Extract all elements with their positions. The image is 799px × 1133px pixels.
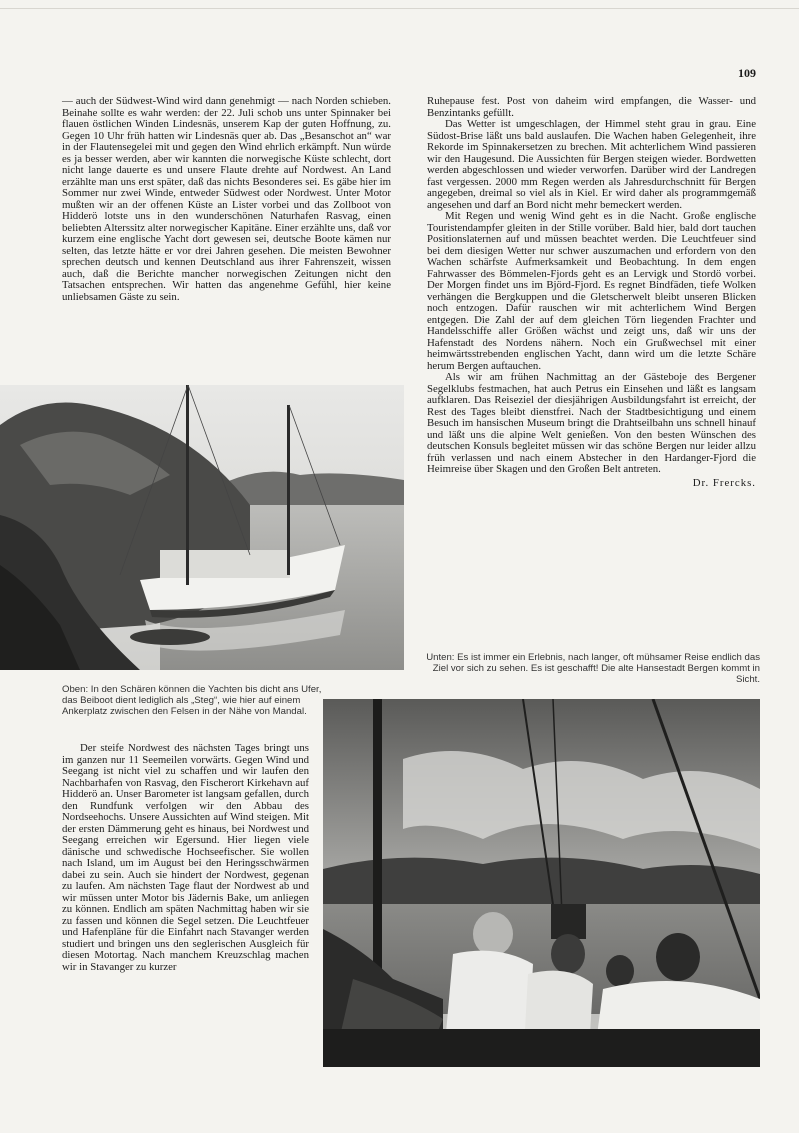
paragraph: Mit Regen und wenig Wind geht es in die Nacht. Große englische Touristendampfer gleiten in der Stille vorüber. Bald hier, bald dort tauchen Positionslaternen auf und müssen beachtet werden. Die Leuchtfeuer sind bei dem diesigen Wetter nur schwer auszumachen und erfordern von den Wachen schärfste Aufmerksamkeit und Beobachtung. In dem engen Fahrwasser des Bömmelen-Fjords geht es an Lervigk und Stordö vorbei. Der Morgen findet uns im Björd-Fjord. Es regnet Bindfäden, tiefe Wolken verhängen die Bergkuppen und die Gletscherwelt bleibt unseren Blicken noch entzogen. Dafür rauschen wir mit achterlichem Wind Bergen entgegen. Die Zahl der auf dem gleichen Törn liegenden Frachter und Handelsschiffe aller Größen wächst und zeigt uns, daß wir uns der Hafenstadt des Nordens nähern. Noch ein Grußwechsel mit einer heimwärtsstrebenden englischen Yacht, dann wird um die letzte Schäre herum Bergen auftauchen. [427,210,756,372]
paragraph: Als wir am frühen Nachmittag an der Gästeboje des Bergener Segelklubs festmachen, hat auch Petrus ein Einsehen und läßt es langsam aufklaren. Das Reiseziel der diesjährigen Ausbildungsfahrt ist erreicht, der Rest des Tages bleibt dienstfrei. Nach der Stadtbesichtigung und einem Besuch im hansischen Museum bringt die Drahtseilbahn uns schnell hinauf und läßt uns die alpine Welt genießen. Von den besten Wünschen des deutschen Konsuls begleitet müssen wir das schöne Bergen nur leider allzu früh verlassen und nach einem Abstecher in den Hardanger-Fjord die Heimreise über Skagen und den Großen Belt antreten. [427,371,756,475]
author-signature: Dr. Frercks. [692,476,756,489]
paragraph: Der steife Nordwest des nächsten Tages bringt uns im ganzen nur 11 Seemeilen vorwärts. Gegen Wind und Seegang ist nicht viel zu schaffen und wir laufen den Nachbarhafen von Rasvag, den Fischerort Kirkehavn auf Hidderö an. Unser Barometer ist langsam gefallen, durch den Rundfunk verfolgen wir den Abbau des Nordseehochs. Unsere Aussichten auf Wind steigen. Mit der ersten Dämmerung geht es hinaus, bei Nordwest und Seegang erreichen wir Egersund. Hier liegen viele dänische und schwedische Hochseefischer. Sie wollen nach Island, um im August bei den Heringsschwärmen dabei zu sein. Auch sie hindert der Nordwest, gegenan zu laufen. Am nächsten Tage flaut der Nordwest ab und wir müssen unter Motor bis Jädernis Bake, um anliegen zu können. Endlich am späten Nachmittag haben wir sie zu fassen und können die Segel setzen. Die Leuchtfeuer und Hafenpläne für die Einfahrt nach Stavanger werden studiert und bringen uns den seglerischen Ausgleich für diesen Motortag. Nach manchem Kreuzschlag machen wir in Stavanger zu kurzer [62,742,309,973]
photo-yacht-anchorage-image [0,385,404,670]
photo-approach-bergen [323,699,760,1067]
top-rule [0,8,799,9]
caption-top-photo: Oben: In den Schären können die Yachten bis dicht ans Ufer, das Beiboot dient lediglich als „Steg“, wie hier auf einem Ankerplatz zwischen den Felsen in der Nähe von Mandal. [62,684,322,717]
paragraph: Ruhepause fest. Post von daheim wird empfangen, die Wasser- und Benzintanks gefüllt. [427,95,756,119]
caption-bottom-photo: Unten: Es ist immer ein Erlebnis, nach langer, oft mühsamer Reise endlich das Ziel vor sich zu sehen. Es ist geschafft! Die alte Hansestadt Bergen kommt in Sicht. [426,652,760,685]
paragraph: Das Wetter ist umgeschlagen, der Himmel steht grau in grau. Eine Südost-Brise läßt uns bald auslaufen. Die Wachen haben Gelegenheit, ihre Rekorde im Spinnakersetzen zu brechen. Mit achterlichem Wind passieren wir den Haugesund. Die Aussichten für Bergen steigen wieder. Bordwetten werden abgeschlossen und wieder verworfen. Darüber wird der Landregen fast vergessen. 2000 mm Regen werden als Jahresdurchschnitt für Bergen angegeben, dreimal so viel als in Kiel. Er wird daher als programmgemäß angesehen und darf an Bord nicht mehr bemeckert werden. [427,118,756,211]
text-column-top-left [62,96,391,303]
photo-approach-bergen-image [323,699,760,1067]
photo-yacht-anchorage [0,385,404,670]
page-number: 109 [738,66,756,80]
text-column-right [427,96,756,489]
text-column-bottom-left [62,743,309,973]
paragraph: — auch der Südwest-Wind wird dann genehmigt — nach Norden schieben. Beinahe sollte es wahr werden: der 22. Juli schob uns unter Spinnaker bei flauen östlichen Winden Lindesnäs, unserem Kap der guten Hoffnung, zu. Gegen 10 Uhr früh hatten wir Lindesnäs quer ab. Das „Besanschot an“ war in der Flautensegelei mit und gegen den Wind ehrlich erkämpft. Nun würde es ja besser werden, aber wir kannten die norwegische Küste schlecht, dort nicht lange dauerte es und unsere Flaute drehte auf Nordwest. An Land erzählte man uns erst später, daß das nichts Besonderes sei. Es gäbe hier im Sommer nur zwei Winde, entweder Südwest oder Nordwest. Unter Motor mußten wir an der offenen Küste an Lister vorbei und das Zollboot von Hidderö lotste uns in den wunderschönen Naturhafen Rasvag, einen beliebten Alterssitz alter norwegischer Kapitäne. Einer erzählte uns, daß vor kurzem eine englische Yacht dort gewesen sei, deutsche Boote kämen nur selten, das letzte hätte er vor drei Jahren gesehen. Die meisten Bewohner sprechen deutsch und kennen Deutschland aus ihrer Fahrenszeit, wissen auch, daß die Berichte mancher norwegischen Zeitungen nicht den Tatsachen entsprechen. Wir hatten das angenehme Gefühl, hier keine unliebsamen Gäste zu sein. [62,95,391,303]
